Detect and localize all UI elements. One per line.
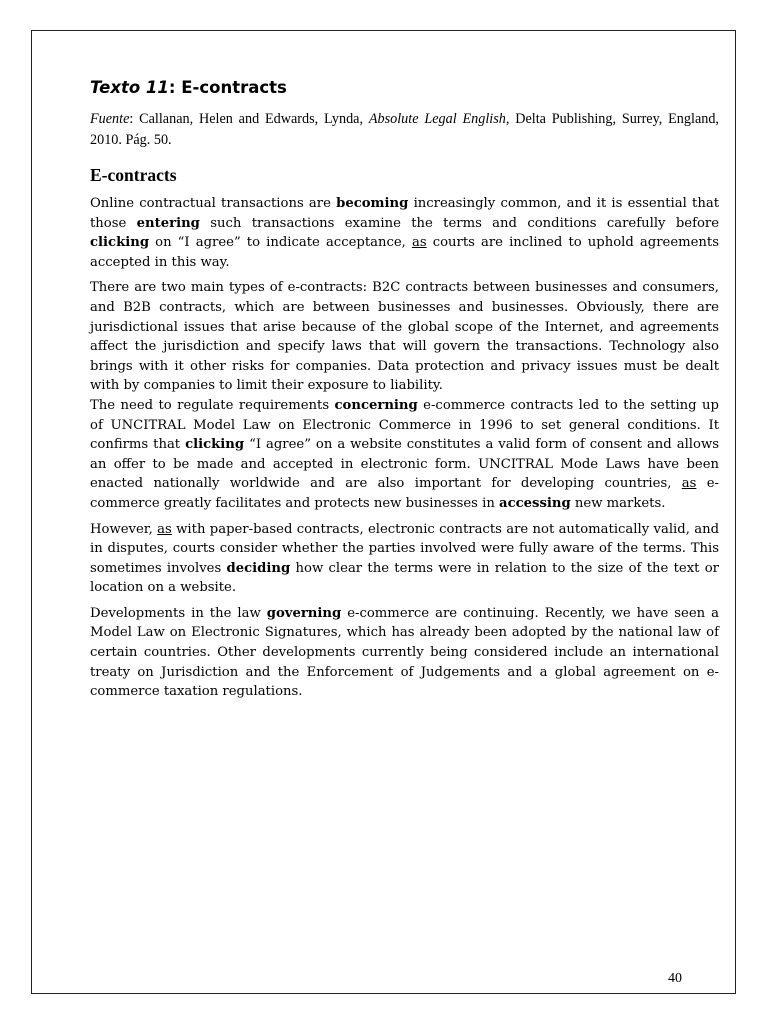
text-run: “I agree” on a website constitutes a valid form of consent and allows an offer to be made and accepted in electronic form. UNCITRAL Mode Laws have been enacted nationally worldwide and are also important for developing countries, — [90, 437, 719, 492]
text-run: how clear the terms were in relation to the size of the text or location on a website. — [90, 560, 719, 596]
source-label: Fuente — [90, 111, 130, 127]
bold-term: becoming — [336, 196, 409, 211]
bold-term: governing — [266, 605, 342, 621]
text-title — [90, 78, 719, 97]
bold-term: accessing — [499, 495, 571, 511]
text-run: e-commerce greatly facilitates and protects new businesses in — [90, 476, 719, 511]
source-publisher: , Delta Publishing, Surrey, England, 2010. Pág. 50. — [90, 111, 719, 148]
text-run: e-commerce are continuing. Recently, we have seen a Model Law on Electronic Signatures, which has already been adopted by the national law of certain countries. Other developments currently being considered include an international treaty on Jurisdiction and the Enforcement of Judgements and a global agreement on e-commerce taxation regulations. — [90, 605, 720, 700]
page-number: 40 — [668, 971, 682, 986]
paragraph — [90, 396, 719, 514]
paragraph — [90, 194, 719, 272]
text-run: However, — [90, 521, 158, 537]
text-run: new markets. — [570, 495, 666, 511]
section-heading: E-contracts — [90, 165, 177, 185]
source-book: Absolute Legal English — [368, 111, 506, 127]
text-run: Online contractual transactions are — [90, 196, 337, 211]
source-authors: : Callanan, Helen and Edwards, Lynda, — [129, 111, 369, 127]
bold-term: deciding — [226, 560, 291, 576]
text-run: The need to regulate requirements — [90, 397, 335, 413]
bold-term: entering — [136, 215, 200, 231]
text-run: increasingly common, and it is essential that those — [90, 196, 719, 231]
title-italic: Texto 11 — [90, 78, 169, 97]
paragraph — [90, 520, 719, 598]
document-body — [90, 78, 719, 702]
bold-term: concerning — [334, 397, 418, 413]
text-run: e-commerce contracts led to the setting up of UNCITRAL Model Law on Electronic Commerce in 1996 to set general conditions. It confirms that — [90, 397, 719, 453]
bold-term: clicking — [185, 437, 245, 453]
paragraph — [90, 278, 719, 396]
underlined-term: as — [681, 476, 697, 492]
text-run: with paper-based contracts, electronic contracts are not automatically valid, and in disputes, courts consider whether the parties involved were fully aware of the terms. This sometimes involves — [90, 521, 720, 576]
text-run: such transactions examine the terms and conditions carefully before — [199, 215, 720, 231]
source-citation — [90, 109, 719, 151]
text-run: courts are inclined to uphold agreements accepted in this way. — [90, 235, 719, 270]
paragraph — [90, 604, 719, 702]
title-rest: : E-contracts — [168, 78, 287, 97]
underlined-term: as — [157, 521, 172, 537]
text-run: There are two main types of e-contracts: B2C contracts between businesses and consumers, and B2B contracts, which are between businesses and businesses. Obviously, there are jurisdictional issues that arise because of the global scope of the Internet, and agreements affect the jurisdiction and specify laws that will govern the transactions. Technology also brings with it other risks for companies. Data protection and privacy issues must be dealt with by companies to limit their exposure to liability. — [90, 280, 719, 394]
underlined-term: as — [411, 235, 427, 251]
text-run: Developments in the law — [90, 605, 267, 621]
text-run: on “I agree” to indicate acceptance, — [149, 235, 412, 251]
bold-term: clicking — [90, 235, 150, 251]
